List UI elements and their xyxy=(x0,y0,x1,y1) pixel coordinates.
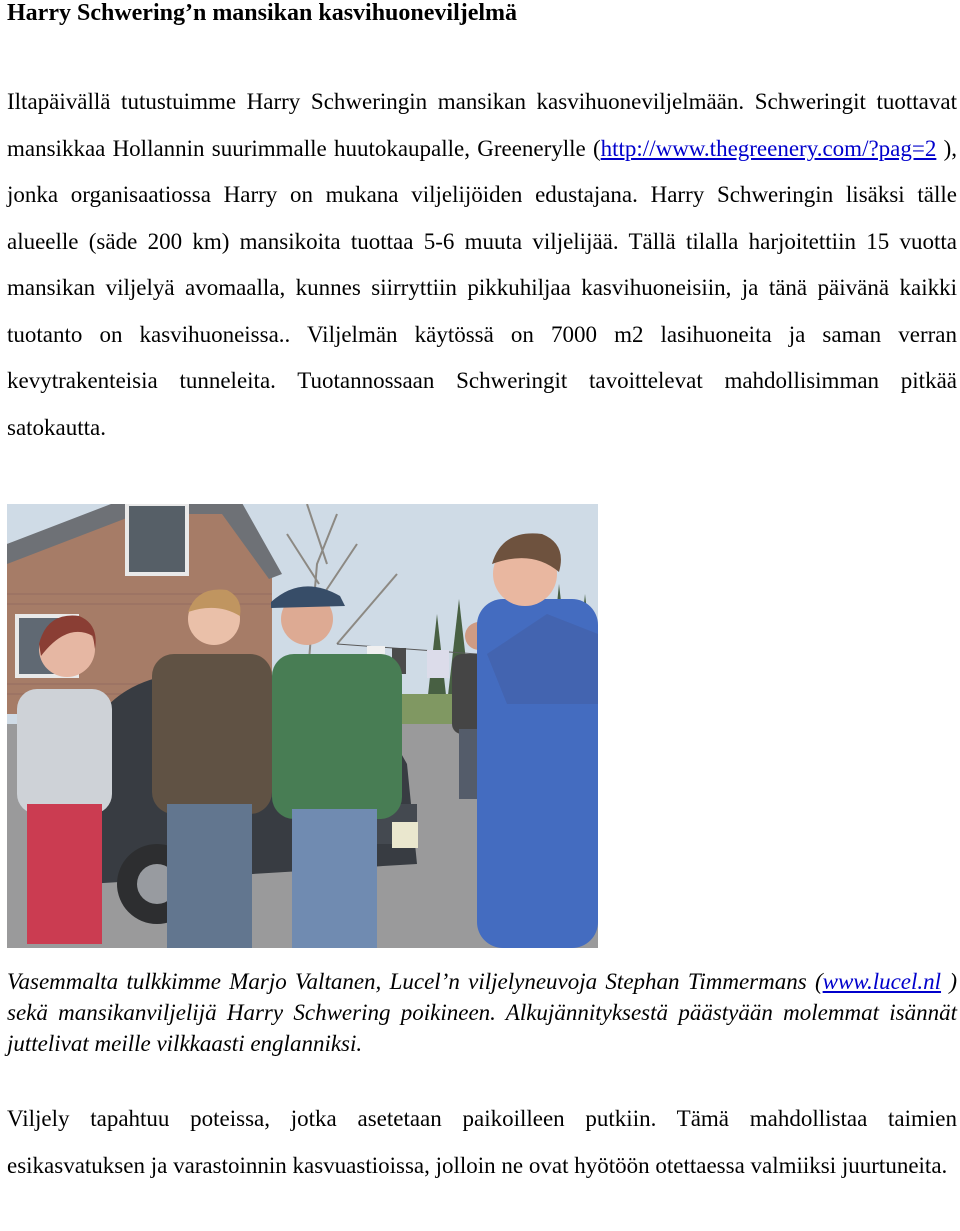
page-title: Harry Schwering’n mansikan kasvihuoneviljelmä xyxy=(7,0,518,26)
group-photo xyxy=(7,504,598,948)
photo-caption xyxy=(7,966,957,1059)
intro-text-end: ), jonka organisaatiossa Harry on mukana viljelijöiden edustajana. Harry Schweringin lisäksi tälle alueelle (säde 200 km) mansikoita tuottaa 5-6 muuta viljelijää. Tällä tilalla harjoitettiin 15 vuotta mansikan viljelyä avomaalla, kunnes siirryttiin pikkuhiljaa kasvihuoneisiin, ja tänä päivänä kaikki tuotanto on kasvihuoneissa.. Viljelmän käytössä on 7000 m2 lasihuoneita ja saman verran kevytrakenteisia tunneleita. Tuotannossaan Schweringit tavoittelevat mahdollisimman pitkää satokautta. xyxy=(7,135,957,440)
intro-paragraph xyxy=(7,79,957,451)
greenery-link[interactable]: http://www.thegreenery.com/?pag=2 xyxy=(600,135,937,161)
intro-text-start: Iltapäivällä tutustuimme Harry Schweringin mansikan kasvihuoneviljelmään. Schweringit tuottavat mansikkaa Hollannin suurimmalle huutokaupalle, Greenerylle ( xyxy=(7,89,957,161)
caption-text-end: ) sekä mansikanviljelijä Harry Schwering poikineen. Alkujännityksestä päästyään molemmat isännät juttelivat meille vilkkaasti englanniksi. xyxy=(7,969,957,1056)
lucel-link[interactable]: www.lucel.nl xyxy=(822,969,942,994)
cultivation-paragraph: Viljely tapahtuu poteissa, jotka asetetaan paikoilleen putkiin. Tämä mahdollistaa taimien esikasvatuksen ja varastoinnin kasvuastioissa, jolloin ne ovat hyötöön otettaessa valmiiksi juurtuneita. xyxy=(7,1106,957,1178)
caption-text-start: Vasemmalta tulkkimme Marjo Valtanen, Lucel’n viljelyneuvoja Stephan Timmermans ( xyxy=(7,969,823,994)
